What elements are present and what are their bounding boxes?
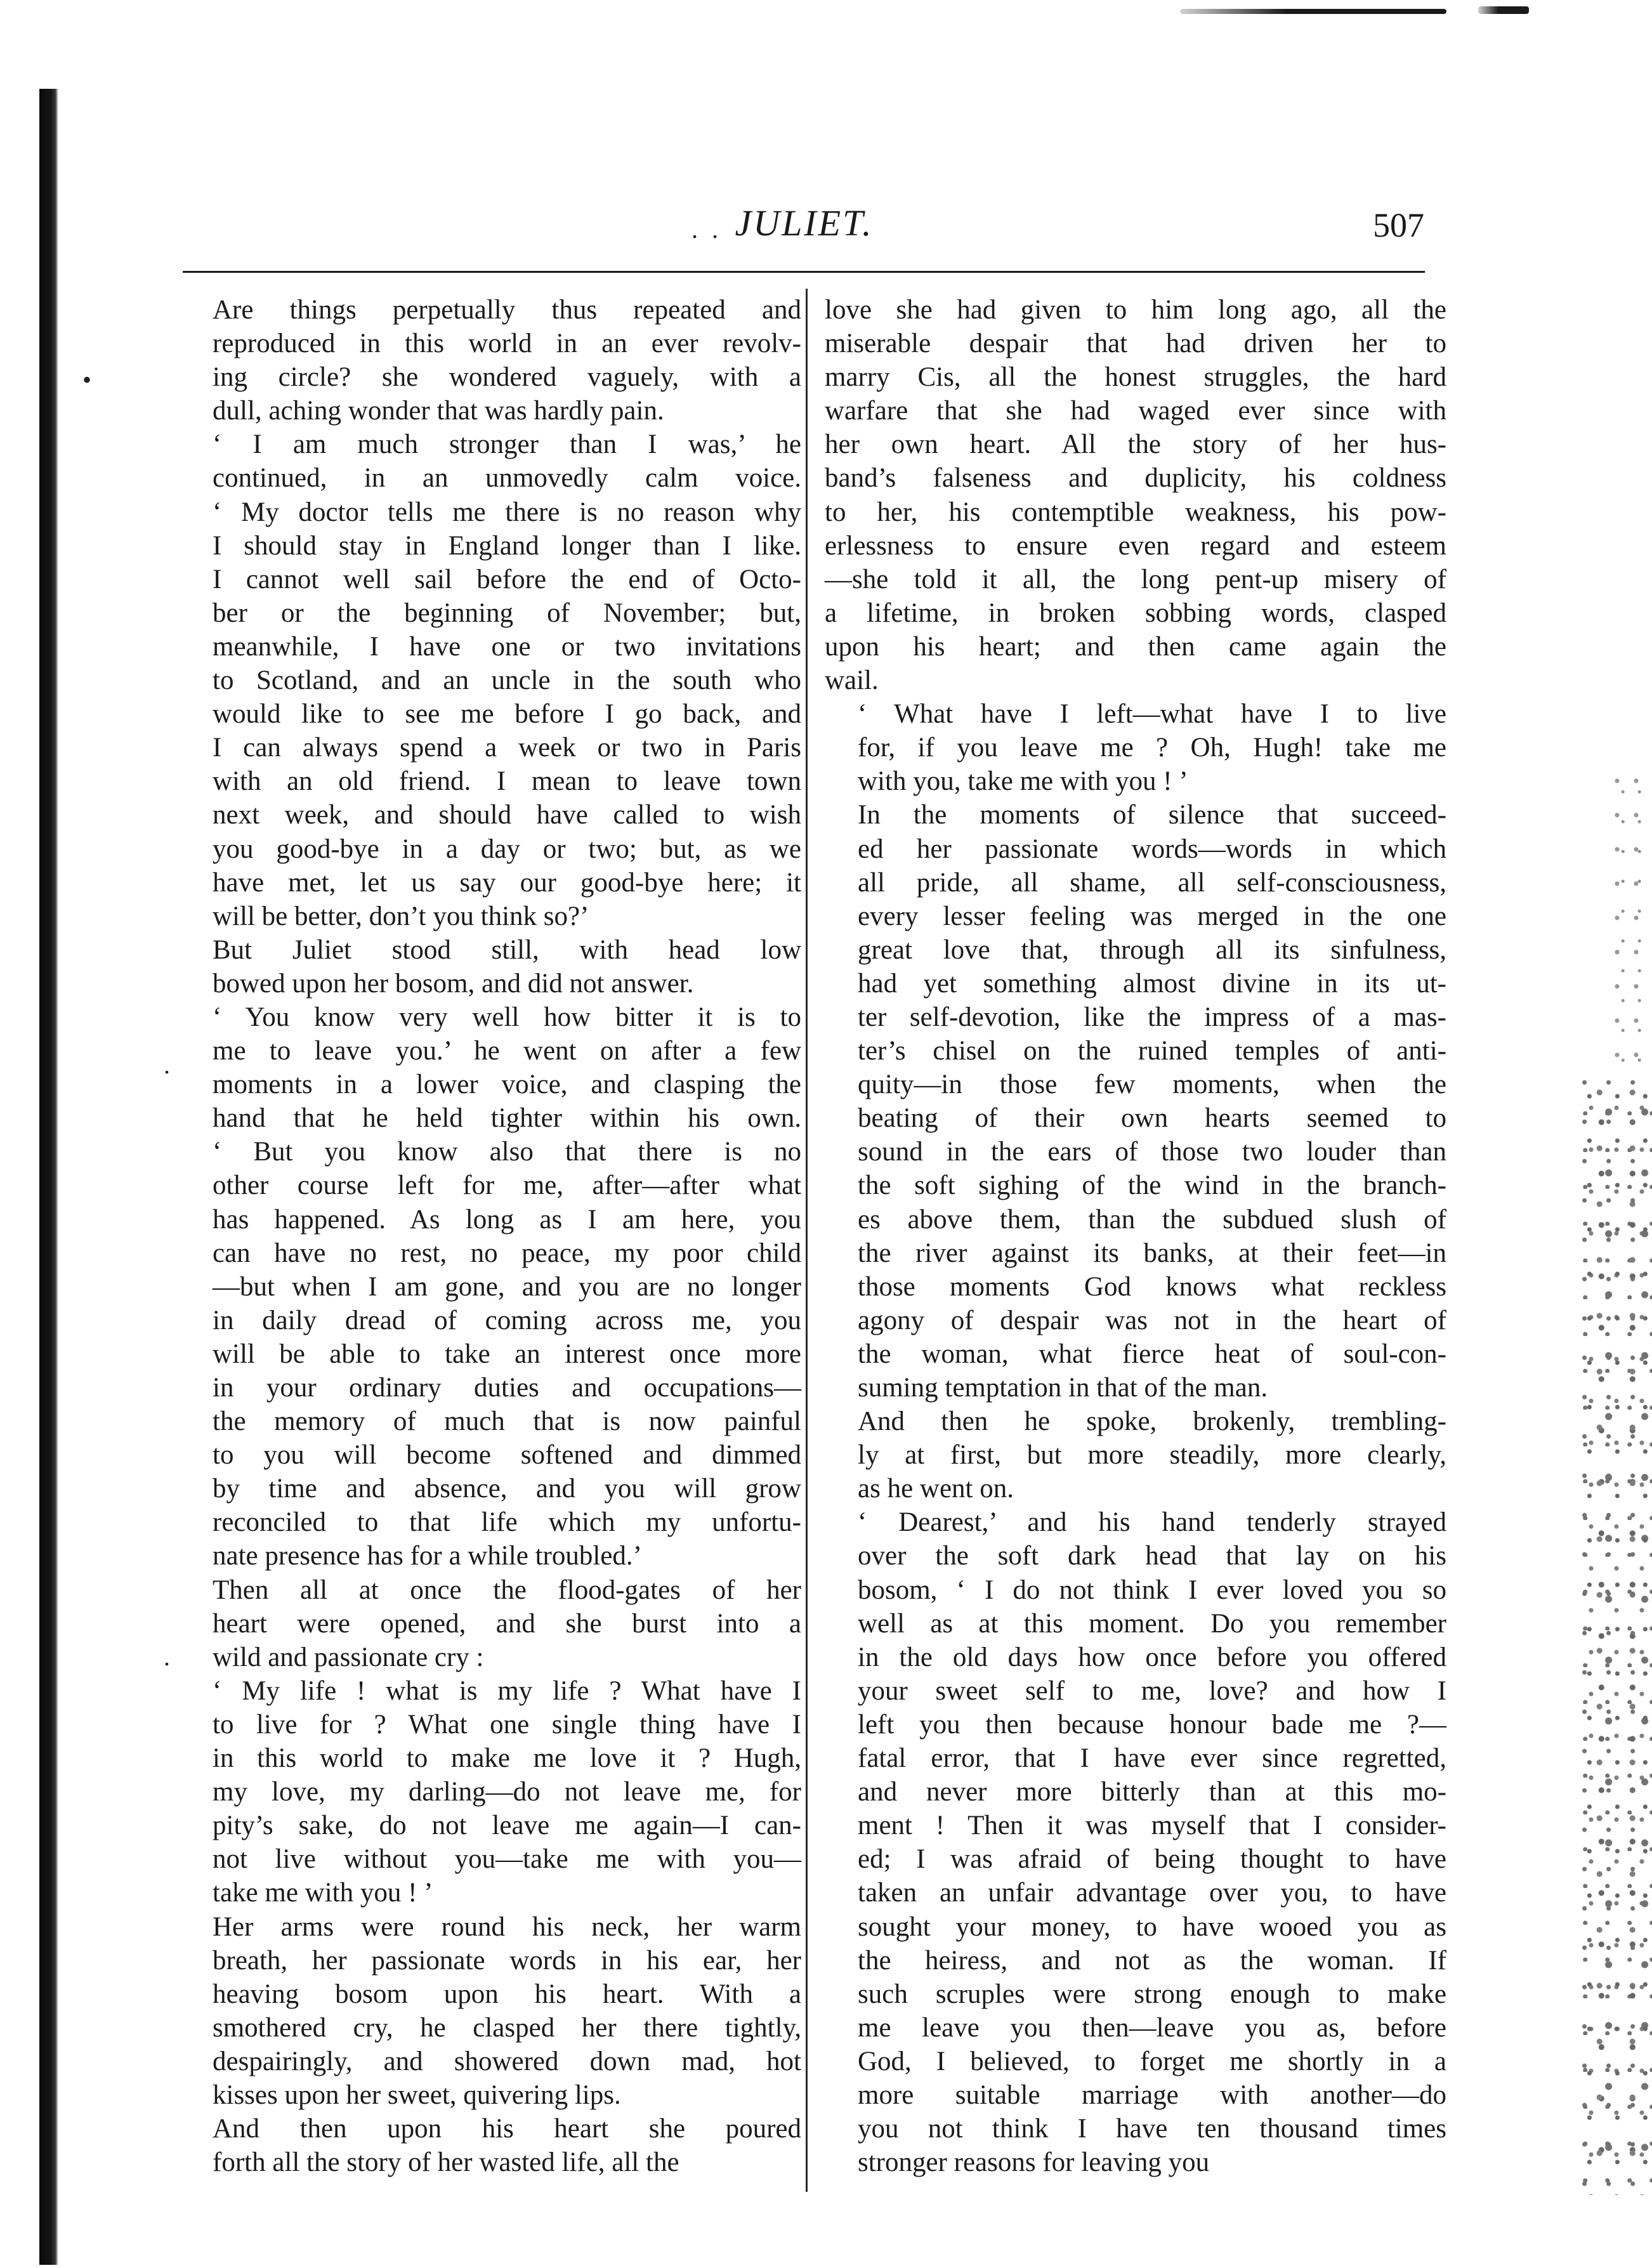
text-line: in your ordinary duties and occupations—	[213, 1373, 801, 1403]
left-column	[180, 293, 801, 2179]
text-line: bosom, ‘ I do not think I ever loved you so	[858, 1575, 1446, 1605]
paragraph	[825, 1505, 1446, 2179]
margin-speckle-noise	[1580, 1078, 1652, 2195]
text-line: have met, let us say our good-bye here; it	[213, 867, 801, 898]
margin-speckle-noise-upper	[1611, 774, 1649, 1078]
text-line: ‘ Dearest,’ and his hand tenderly strayed	[858, 1507, 1446, 1538]
right-column	[825, 293, 1446, 2179]
text-line: forth all the story of her wasted life, all the	[213, 2147, 679, 2178]
text-line: stronger reasons for leaving you	[858, 2147, 1210, 2178]
stray-margin-dot: .	[164, 1642, 170, 1671]
paragraph	[180, 1910, 801, 2113]
text-line: sought your money, to have wooed you as	[858, 1911, 1446, 1942]
text-line: such scruples were strong enough to make	[858, 1979, 1446, 2009]
text-line: take me with you ! ’	[213, 1878, 433, 1908]
text-line: Her arms were round his neck, her warm	[213, 1911, 801, 1942]
text-line: the woman, what fierce heat of soul-con-	[858, 1339, 1446, 1369]
text-line: every lesser feeling was merged in the one	[858, 901, 1446, 931]
text-line: can have no rest, no peace, my poor child	[213, 1238, 801, 1268]
text-line: left you then because honour bade me ?—	[858, 1709, 1446, 1740]
paragraph	[180, 428, 801, 933]
text-line: ter self-devotion, like the impress of a mas-	[858, 1002, 1446, 1032]
text-line: suming temptation in that of the man.	[858, 1373, 1268, 1403]
text-line: has happened. As long as I am here, you	[213, 1204, 801, 1235]
text-line: the memory of much that is now painful	[213, 1406, 801, 1437]
text-line: moments in a lower voice, and clasping the	[213, 1070, 801, 1100]
text-line: pity’s sake, do not leave me again—I can-	[213, 1811, 801, 1841]
text-line: ed her passionate words—words in which	[858, 834, 1446, 864]
text-line: upon his heart; and then came again the	[825, 631, 1446, 662]
text-line: would like to see me before I go back, and	[213, 699, 801, 730]
text-line: with an old friend. I mean to leave town	[213, 766, 801, 797]
text-line: ing circle? she wondered vaguely, with a	[213, 362, 801, 393]
stray-margin-dot: .	[164, 1051, 170, 1079]
text-line: as he went on.	[858, 1474, 1014, 1504]
text-line: my love, my darling—do not leave me, for	[213, 1777, 801, 1807]
paragraph	[825, 293, 1446, 697]
text-line: band’s falseness and duplicity, his coldness	[825, 463, 1446, 494]
text-line: to her, his contemptible weakness, his pow-	[825, 497, 1446, 527]
column-divider	[806, 289, 808, 2192]
text-line: will be better, don’t you think so?’	[213, 901, 589, 931]
text-line: miserable despair that had driven her to	[825, 329, 1446, 359]
text-line: in the old days how once before you offered	[858, 1642, 1446, 1672]
text-line: heaving bosom upon his heart. With a	[213, 1979, 801, 2009]
text-line: Are things perpetually thus repeated and	[213, 295, 801, 325]
header-rule	[183, 271, 1425, 273]
top-edge-smudge-small	[1478, 6, 1529, 14]
text-line: wail.	[825, 665, 879, 696]
text-line: ‘ My doctor tells me there is no reason why	[213, 497, 801, 527]
paragraph	[825, 697, 1446, 798]
stray-margin-dot: •	[82, 365, 92, 394]
text-line: ‘ You know very well how bitter it is to	[213, 1002, 801, 1032]
text-line: other course left for me, after—after what	[213, 1170, 801, 1201]
text-line: great love that, through all its sinfulness,	[858, 934, 1446, 965]
text-line: despairingly, and showered down mad, hot	[213, 2046, 801, 2076]
paragraph	[180, 1674, 801, 1910]
paragraph	[825, 798, 1446, 1405]
text-line: bowed upon her bosom, and did not answer.	[213, 968, 694, 999]
text-line: hand that he held tighter within his own.	[213, 1103, 801, 1134]
binding-shadow	[39, 89, 58, 2265]
text-line: ‘ But you know also that there is no	[213, 1137, 801, 1167]
text-line: beating of their own hearts seemed to	[858, 1103, 1446, 1134]
text-line: sound in the ears of those two louder than	[858, 1137, 1446, 1167]
text-line: I cannot well sail before the end of Octo-	[213, 564, 801, 594]
text-line: —but when I am gone, and you are no longer	[213, 1271, 801, 1302]
text-line: agony of despair was not in the heart of	[858, 1305, 1446, 1335]
text-line: ly at first, but more steadily, more clearly,	[858, 1440, 1446, 1471]
text-line: a lifetime, in broken sobbing words, clasped	[825, 598, 1446, 628]
paragraph	[180, 933, 801, 1000]
text-line: quity—in those few moments, when the	[858, 1070, 1446, 1100]
text-line: with you, take me with you ! ’	[858, 766, 1188, 797]
text-line: ter’s chisel on the ruined temples of anti-	[858, 1036, 1446, 1066]
text-line: in daily dread of coming across me, you	[213, 1305, 801, 1335]
text-line: reproduced in this world in an ever revolv-	[213, 329, 801, 359]
text-line: me leave you then—leave you as, before	[858, 2012, 1446, 2043]
text-line: and never more bitterly than at this mo-	[858, 1777, 1446, 1807]
text-line: ber or the beginning of November; but,	[213, 598, 801, 628]
text-line: Then all at once the flood-gates of her	[213, 1575, 801, 1605]
text-line: her own heart. All the story of her hus-	[825, 429, 1446, 460]
text-line: kisses upon her sweet, quivering lips.	[213, 2080, 621, 2110]
text-line: you not think I have ten thousand times	[858, 2114, 1446, 2144]
text-line: taken an unfair advantage over you, to have	[858, 1878, 1446, 1908]
text-line: well as at this moment. Do you remember	[858, 1608, 1446, 1639]
text-line: reconciled to that life which my unfortu-	[213, 1507, 801, 1538]
text-line: all pride, all shame, all self-consciousness,	[858, 867, 1446, 898]
text-line: fatal error, that I have ever since regretted,	[858, 1743, 1446, 1774]
text-line: by time and absence, and you will grow	[213, 1474, 801, 1504]
text-line: the soft sighing of the wind in the branch-	[858, 1170, 1446, 1201]
text-line: will be able to take an interest once more	[213, 1339, 801, 1369]
text-line: I should stay in England longer than I like.	[213, 530, 801, 561]
text-line: me to leave you.’ he went on after a few	[213, 1036, 801, 1066]
text-line: ed; I was afraid of being thought to have	[858, 1844, 1446, 1875]
text-line: marry Cis, all the honest struggles, the hard	[825, 362, 1446, 393]
paragraph	[180, 1000, 801, 1573]
text-line: erlessness to ensure even regard and esteem	[825, 530, 1446, 561]
text-line: your sweet self to me, love? and how I	[858, 1675, 1446, 1706]
text-line: wild and passionate cry :	[213, 1642, 484, 1672]
text-line: es above them, than the subdued slush of	[858, 1204, 1446, 1235]
text-line: not live without you—take me with you—	[213, 1844, 801, 1875]
text-line: meanwhile, I have one or two invitations	[213, 631, 801, 662]
text-line: next week, and should have called to wish	[213, 800, 801, 830]
running-head-dots: . .	[692, 215, 722, 244]
text-line: to live for ? What one single thing have I	[213, 1709, 801, 1740]
top-edge-smudge	[1180, 9, 1446, 14]
text-line: ‘ My life ! what is my life ? What have I	[213, 1675, 801, 1706]
running-title: JULIET.	[735, 202, 874, 244]
text-line: the river against its banks, at their feet—in	[858, 1238, 1446, 1268]
text-line: in this world to make me love it ? Hugh,	[213, 1743, 801, 1774]
text-line: heart were opened, and she burst into a	[213, 1608, 801, 1639]
text-line: continued, in an unmovedly calm voice.	[213, 463, 801, 494]
text-line: had yet something almost divine in its ut-	[858, 968, 1446, 999]
text-line: —she told it all, the long pent-up misery of	[825, 564, 1446, 594]
text-line: over the soft dark head that lay on his	[858, 1541, 1446, 1571]
text-line: And then he spoke, brokenly, trembling-	[858, 1406, 1446, 1437]
text-line: dull, aching wonder that was hardly pain.	[213, 396, 664, 426]
text-line: smothered cry, he clasped her there tightly,	[213, 2012, 801, 2043]
text-line: God, I believed, to forget me shortly in a	[858, 2046, 1446, 2076]
text-line: to Scotland, and an uncle in the south who	[213, 665, 801, 696]
text-line: you good-bye in a day or two; but, as we	[213, 834, 801, 864]
paragraph	[180, 293, 801, 428]
text-line: to you will become softened and dimmed	[213, 1440, 801, 1471]
text-line: nate presence has for a while troubled.’	[213, 1541, 642, 1571]
text-line: warfare that she had waged ever since with	[825, 396, 1446, 426]
text-line: breath, her passionate words in his ear, her	[213, 1945, 801, 1976]
running-head	[184, 202, 1424, 259]
text-line: those moments God knows what reckless	[858, 1271, 1446, 1302]
text-line: I can always spend a week or two in Paris	[213, 733, 801, 763]
text-line: for, if you leave me ? Oh, Hugh! take me	[858, 733, 1446, 763]
text-line: In the moments of silence that succeed-	[858, 800, 1446, 830]
text-line: ‘ I am much stronger than I was,’ he	[213, 429, 801, 460]
text-line: the heiress, and not as the woman. If	[858, 1945, 1446, 1976]
text-line: more suitable marriage with another—do	[858, 2080, 1446, 2110]
text-line: love she had given to him long ago, all the	[825, 295, 1446, 325]
text-line: ment ! Then it was myself that I consider-	[858, 1811, 1446, 1841]
text-line: ‘ What have I left—what have I to live	[858, 699, 1446, 730]
text-line: And then upon his heart she poured	[213, 2114, 801, 2144]
paragraph	[180, 1573, 801, 1674]
paragraph	[180, 2112, 801, 2179]
page-number: 507	[1373, 206, 1424, 244]
paragraph	[825, 1405, 1446, 1505]
text-line: But Juliet stood still, with head low	[213, 934, 801, 965]
